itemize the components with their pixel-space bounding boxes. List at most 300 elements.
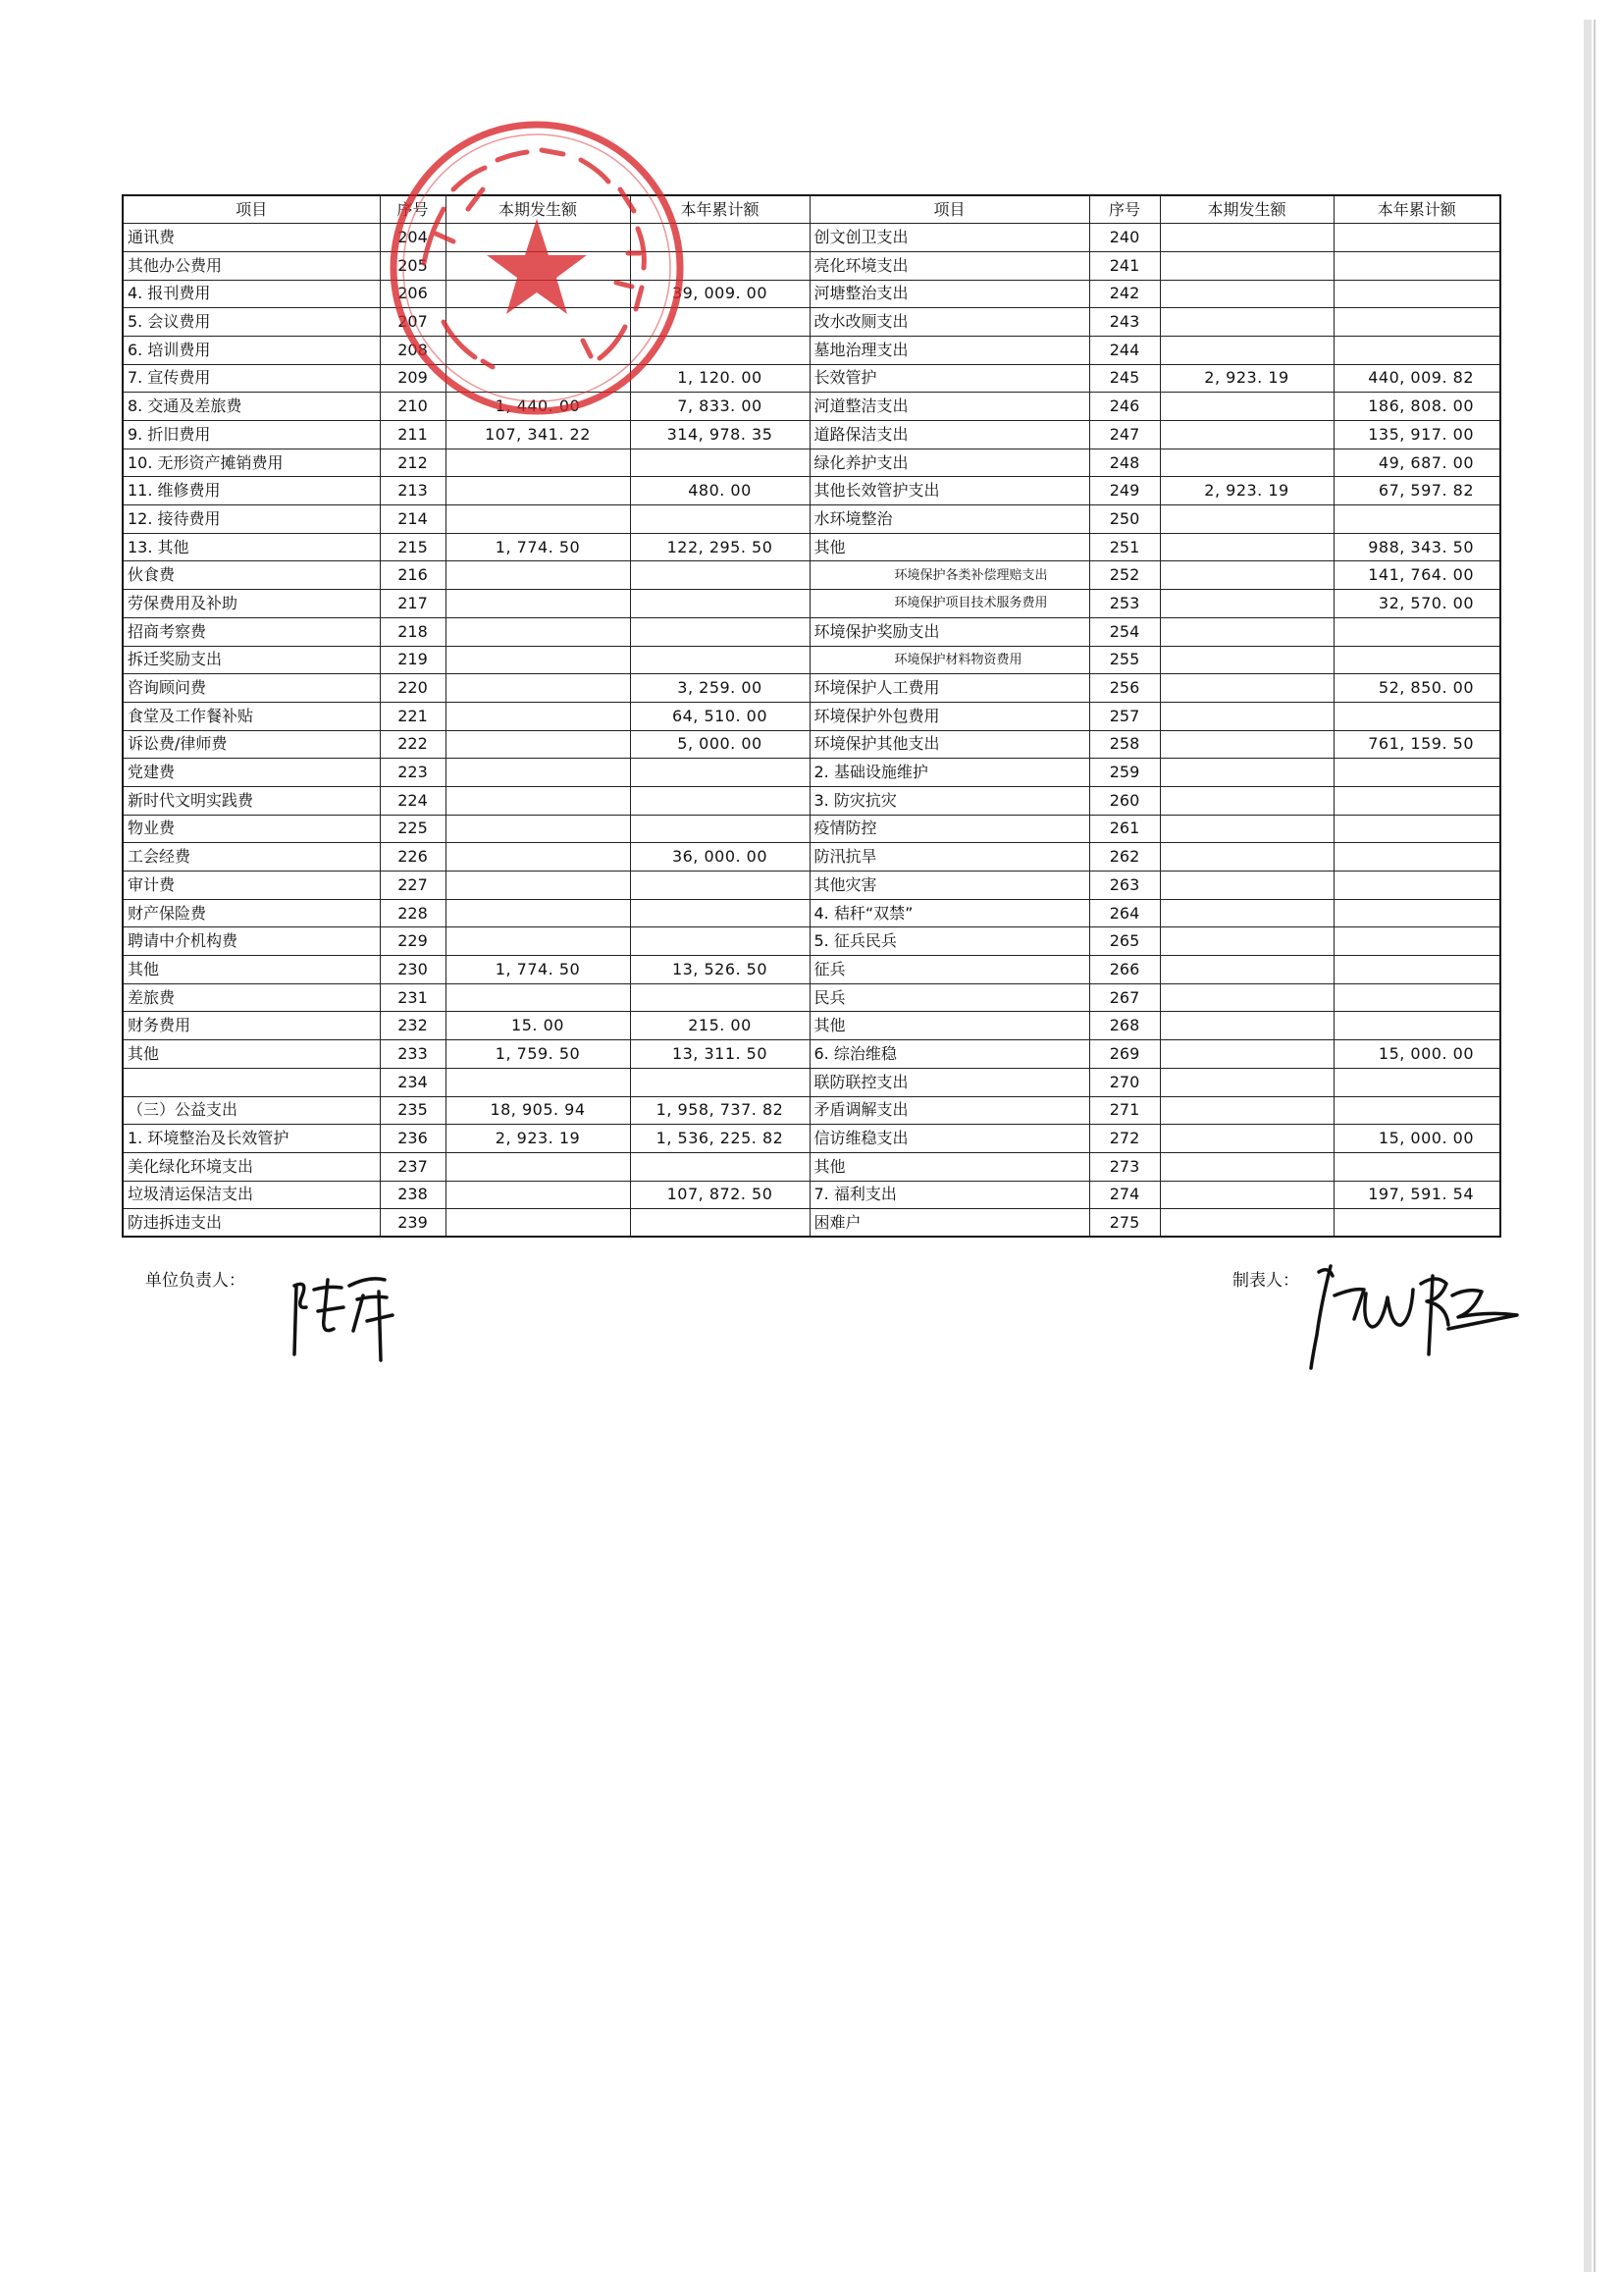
table-header-row (123, 195, 1500, 224)
cell-seq-right: 256 (1089, 674, 1160, 703)
cell-seq-left: 221 (380, 702, 445, 730)
cell-ytd-left (630, 983, 810, 1012)
cell-seq-left: 238 (380, 1181, 445, 1209)
cell-current-left: 1, 440. 00 (445, 393, 630, 421)
cell-seq-right: 272 (1089, 1125, 1160, 1153)
table-row (123, 674, 1500, 703)
cell-item-left: 招商考察费 (123, 617, 380, 646)
cell-current-left (445, 561, 630, 590)
cell-ytd-left (630, 590, 810, 618)
cell-ytd-right (1334, 224, 1500, 252)
cell-ytd-left: 1, 120. 00 (630, 364, 810, 393)
cell-item-left: 差旅费 (123, 983, 380, 1012)
cell-current-right (1160, 224, 1334, 252)
cell-ytd-left (630, 927, 810, 956)
cell-current-right (1160, 702, 1334, 730)
cell-current-right (1160, 533, 1334, 561)
cell-item-left: 7. 宣传费用 (123, 364, 380, 393)
header-ytd-right: 本年累计额 (1334, 195, 1500, 224)
cell-seq-right: 260 (1089, 786, 1160, 815)
cell-ytd-left: 480. 00 (630, 477, 810, 505)
cell-seq-right: 243 (1089, 308, 1160, 337)
cell-ytd-right (1334, 927, 1500, 956)
cell-ytd-right (1334, 956, 1500, 984)
cell-seq-left: 216 (380, 561, 445, 590)
cell-current-left (445, 1209, 630, 1238)
cell-item-left: 通讯费 (123, 224, 380, 252)
header-seq-right: 序号 (1089, 195, 1160, 224)
cell-current-left: 15. 00 (445, 1012, 630, 1040)
cell-item-left: 劳保费用及补助 (123, 590, 380, 618)
cell-seq-right: 261 (1089, 815, 1160, 843)
cell-current-right (1160, 308, 1334, 337)
cell-seq-right: 265 (1089, 927, 1160, 956)
cell-current-left: 1, 759. 50 (445, 1040, 630, 1069)
cell-item-right: 3. 防灾抗灾 (810, 786, 1089, 815)
cell-seq-right: 252 (1089, 561, 1160, 590)
cell-current-left: 107, 341. 22 (445, 421, 630, 449)
cell-ytd-right (1334, 617, 1500, 646)
cell-current-left (445, 674, 630, 703)
cell-ytd-right (1334, 505, 1500, 534)
cell-ytd-left: 107, 872. 50 (630, 1181, 810, 1209)
cell-current-left (445, 759, 630, 787)
table-row (123, 646, 1500, 674)
cell-seq-right: 250 (1089, 505, 1160, 534)
cell-seq-left: 236 (380, 1125, 445, 1153)
cell-current-left (445, 477, 630, 505)
cell-item-right: 5. 征兵民兵 (810, 927, 1089, 956)
cell-ytd-right (1334, 1209, 1500, 1238)
table-row (123, 956, 1500, 984)
cell-seq-right: 253 (1089, 590, 1160, 618)
cell-item-left: 伙食费 (123, 561, 380, 590)
cell-current-left (445, 843, 630, 872)
cell-item-right: 环境保护人工费用 (810, 674, 1089, 703)
cell-current-right (1160, 815, 1334, 843)
cell-item-right: 其他长效管护支出 (810, 477, 1089, 505)
cell-ytd-right (1334, 1096, 1500, 1125)
cell-ytd-left (630, 815, 810, 843)
cell-item-right: 创文创卫支出 (810, 224, 1089, 252)
expense-report-table (122, 194, 1501, 1238)
cell-ytd-right (1334, 251, 1500, 280)
cell-seq-left: 206 (380, 280, 445, 308)
cell-current-left (445, 590, 630, 618)
cell-item-right: 道路保洁支出 (810, 421, 1089, 449)
cell-seq-left: 214 (380, 505, 445, 534)
cell-current-right (1160, 1152, 1334, 1181)
table-row (123, 815, 1500, 843)
cell-ytd-left: 13, 526. 50 (630, 956, 810, 984)
cell-seq-right: 244 (1089, 336, 1160, 364)
table-row (123, 393, 1500, 421)
cell-item-right: 亮化环境支出 (810, 251, 1089, 280)
cell-item-right: 其他 (810, 1012, 1089, 1040)
cell-current-right (1160, 561, 1334, 590)
cell-item-left: 聘请中介机构费 (123, 927, 380, 956)
cell-seq-right: 246 (1089, 393, 1160, 421)
cell-item-right: 环境保护奖励支出 (810, 617, 1089, 646)
table-row (123, 251, 1500, 280)
cell-current-left: 2, 923. 19 (445, 1125, 630, 1153)
cell-item-left: 诉讼费/律师费 (123, 730, 380, 759)
cell-ytd-left: 5, 000. 00 (630, 730, 810, 759)
cell-seq-right: 271 (1089, 1096, 1160, 1125)
cell-item-left: 食堂及工作餐补贴 (123, 702, 380, 730)
cell-item-right: 改水改厕支出 (810, 308, 1089, 337)
cell-current-right (1160, 843, 1334, 872)
cell-current-right (1160, 730, 1334, 759)
cell-item-left: 6. 培训费用 (123, 336, 380, 364)
cell-seq-left: 225 (380, 815, 445, 843)
cell-current-right (1160, 505, 1334, 534)
cell-item-right: 环境保护材料物资费用 (810, 646, 1089, 674)
preparer-signature (1305, 1256, 1531, 1384)
cell-seq-left: 219 (380, 646, 445, 674)
cell-seq-right: 262 (1089, 843, 1160, 872)
cell-item-right: 联防联控支出 (810, 1068, 1089, 1096)
cell-ytd-right (1334, 1012, 1500, 1040)
cell-seq-left: 230 (380, 956, 445, 984)
cell-item-left: 其他 (123, 956, 380, 984)
cell-current-right (1160, 927, 1334, 956)
cell-seq-left: 220 (380, 674, 445, 703)
table-row (123, 983, 1500, 1012)
cell-current-left (445, 646, 630, 674)
cell-item-left: （三）公益支出 (123, 1096, 380, 1125)
cell-item-left: 12. 接待费用 (123, 505, 380, 534)
cell-ytd-left (630, 786, 810, 815)
cell-ytd-right (1334, 646, 1500, 674)
table-body (123, 224, 1500, 1238)
cell-seq-left: 233 (380, 1040, 445, 1069)
cell-seq-right: 245 (1089, 364, 1160, 393)
official-seal-stamp (385, 116, 689, 420)
cell-current-left (445, 872, 630, 900)
cell-ytd-right (1334, 843, 1500, 872)
cell-current-right (1160, 872, 1334, 900)
cell-ytd-left: 13, 311. 50 (630, 1040, 810, 1069)
table-row (123, 843, 1500, 872)
cell-item-right: 信访维稳支出 (810, 1125, 1089, 1153)
table-row (123, 1152, 1500, 1181)
table-row (123, 730, 1500, 759)
cell-ytd-right (1334, 1152, 1500, 1181)
cell-item-right: 困难户 (810, 1209, 1089, 1238)
cell-item-right: 民兵 (810, 983, 1089, 1012)
cell-seq-right: 266 (1089, 956, 1160, 984)
cell-current-left (445, 1152, 630, 1181)
cell-item-left: 11. 维修费用 (123, 477, 380, 505)
cell-current-right: 2, 923. 19 (1160, 477, 1334, 505)
cell-ytd-left: 1, 958, 737. 82 (630, 1096, 810, 1125)
cell-item-right: 长效管护 (810, 364, 1089, 393)
table-row (123, 533, 1500, 561)
cell-seq-right: 248 (1089, 449, 1160, 477)
header-item-right: 项目 (810, 195, 1089, 224)
cell-seq-right: 274 (1089, 1181, 1160, 1209)
cell-seq-right: 242 (1089, 280, 1160, 308)
cell-item-right: 环境保护外包费用 (810, 702, 1089, 730)
cell-current-right (1160, 393, 1334, 421)
cell-seq-left: 210 (380, 393, 445, 421)
table-row (123, 505, 1500, 534)
cell-item-left: 其他 (123, 1040, 380, 1069)
cell-current-left (445, 617, 630, 646)
cell-current-right (1160, 1068, 1334, 1096)
cell-seq-right: 275 (1089, 1209, 1160, 1238)
cell-current-left: 1, 774. 50 (445, 533, 630, 561)
cell-item-right: 6. 综治维稳 (810, 1040, 1089, 1069)
cell-ytd-left (630, 617, 810, 646)
cell-seq-right: 264 (1089, 899, 1160, 927)
cell-item-left: 4. 报刊费用 (123, 280, 380, 308)
table-row (123, 336, 1500, 364)
cell-ytd-left (630, 505, 810, 534)
cell-ytd-right (1334, 872, 1500, 900)
cell-seq-left: 217 (380, 590, 445, 618)
cell-seq-left: 226 (380, 843, 445, 872)
cell-seq-right: 247 (1089, 421, 1160, 449)
cell-seq-left: 234 (380, 1068, 445, 1096)
cell-current-left (445, 899, 630, 927)
cell-item-right: 4. 秸秆“双禁” (810, 899, 1089, 927)
page-edge-shadow (1584, 20, 1592, 2272)
cell-seq-right: 241 (1089, 251, 1160, 280)
cell-ytd-left: 314, 978. 35 (630, 421, 810, 449)
cell-ytd-right (1334, 702, 1500, 730)
cell-item-left: 党建费 (123, 759, 380, 787)
cell-ytd-right (1334, 786, 1500, 815)
cell-current-right (1160, 646, 1334, 674)
cell-item-left (123, 1068, 380, 1096)
header-ytd-left: 本年累计额 (630, 195, 810, 224)
cell-ytd-right (1334, 308, 1500, 337)
cell-current-right (1160, 1096, 1334, 1125)
cell-item-right: 墓地治理支出 (810, 336, 1089, 364)
cell-item-left: 9. 折旧费用 (123, 421, 380, 449)
table-row (123, 927, 1500, 956)
cell-ytd-right (1334, 759, 1500, 787)
cell-current-left (445, 815, 630, 843)
cell-ytd-left: 39, 009. 00 (630, 280, 810, 308)
cell-current-left (445, 927, 630, 956)
cell-item-left: 工会经费 (123, 843, 380, 872)
table-row (123, 759, 1500, 787)
cell-item-left: 5. 会议费用 (123, 308, 380, 337)
cell-ytd-left: 122, 295. 50 (630, 533, 810, 561)
cell-item-right: 环境保护各类补偿理赔支出 (810, 561, 1089, 590)
cell-seq-left: 204 (380, 224, 445, 252)
cell-ytd-right (1334, 280, 1500, 308)
cell-ytd-left: 1, 536, 225. 82 (630, 1125, 810, 1153)
cell-current-right (1160, 1012, 1334, 1040)
cell-current-left (445, 1068, 630, 1096)
table-row (123, 364, 1500, 393)
table-row (123, 872, 1500, 900)
cell-seq-left: 239 (380, 1209, 445, 1238)
table-row (123, 561, 1500, 590)
cell-ytd-right: 761, 159. 50 (1334, 730, 1500, 759)
cell-ytd-left (630, 646, 810, 674)
table-row (123, 1125, 1500, 1153)
cell-seq-left: 228 (380, 899, 445, 927)
header-seq-left: 序号 (380, 195, 445, 224)
cell-seq-left: 218 (380, 617, 445, 646)
cell-ytd-left (630, 872, 810, 900)
cell-current-right (1160, 336, 1334, 364)
cell-item-left: 拆迁奖励支出 (123, 646, 380, 674)
cell-seq-right: 251 (1089, 533, 1160, 561)
cell-ytd-left (630, 1068, 810, 1096)
cell-item-left: 13. 其他 (123, 533, 380, 561)
table-row (123, 1209, 1500, 1238)
cell-item-right: 2. 基础设施维护 (810, 759, 1089, 787)
cell-current-right (1160, 590, 1334, 618)
cell-ytd-left (630, 1209, 810, 1238)
cell-item-left: 财产保险费 (123, 899, 380, 927)
table-row (123, 308, 1500, 337)
table-row (123, 590, 1500, 618)
cell-ytd-right: 49, 687. 00 (1334, 449, 1500, 477)
cell-item-left: 美化绿化环境支出 (123, 1152, 380, 1181)
cell-current-left (445, 1181, 630, 1209)
cell-seq-right: 249 (1089, 477, 1160, 505)
cell-current-right (1160, 983, 1334, 1012)
cell-seq-left: 229 (380, 927, 445, 956)
table-row (123, 617, 1500, 646)
cell-current-right (1160, 956, 1334, 984)
cell-ytd-right (1334, 983, 1500, 1012)
cell-seq-left: 207 (380, 308, 445, 337)
cell-item-left: 咨询顾问费 (123, 674, 380, 703)
cell-item-right: 河塘整治支出 (810, 280, 1089, 308)
table-row (123, 1040, 1500, 1069)
table-row (123, 477, 1500, 505)
cell-ytd-right (1334, 336, 1500, 364)
table-row (123, 224, 1500, 252)
cell-current-right (1160, 251, 1334, 280)
cell-item-right: 环境保护项目技术服务费用 (810, 590, 1089, 618)
cell-current-left (445, 505, 630, 534)
cell-seq-left: 211 (380, 421, 445, 449)
cell-seq-left: 209 (380, 364, 445, 393)
cell-current-right (1160, 280, 1334, 308)
cell-ytd-left: 215. 00 (630, 1012, 810, 1040)
cell-seq-left: 215 (380, 533, 445, 561)
table-row (123, 280, 1500, 308)
cell-current-right (1160, 617, 1334, 646)
cell-seq-right: 240 (1089, 224, 1160, 252)
cell-current-right (1160, 786, 1334, 815)
cell-ytd-right: 440, 009. 82 (1334, 364, 1500, 393)
cell-ytd-right: 141, 764. 00 (1334, 561, 1500, 590)
page-edge-line (1594, 20, 1596, 2272)
cell-item-left: 垃圾清运保洁支出 (123, 1181, 380, 1209)
table-row (123, 786, 1500, 815)
cell-current-left (445, 983, 630, 1012)
cell-ytd-right: 15, 000. 00 (1334, 1040, 1500, 1069)
cell-seq-left: 227 (380, 872, 445, 900)
cell-item-right: 水环境整治 (810, 505, 1089, 534)
cell-ytd-left: 36, 000. 00 (630, 843, 810, 872)
cell-ytd-left: 3, 259. 00 (630, 674, 810, 703)
table-row (123, 449, 1500, 477)
cell-current-right (1160, 1125, 1334, 1153)
cell-item-left: 10. 无形资产摊销费用 (123, 449, 380, 477)
cell-current-right (1160, 674, 1334, 703)
cell-ytd-right: 988, 343. 50 (1334, 533, 1500, 561)
cell-current-right (1160, 899, 1334, 927)
cell-seq-left: 212 (380, 449, 445, 477)
cell-item-right: 征兵 (810, 956, 1089, 984)
cell-seq-left: 222 (380, 730, 445, 759)
cell-ytd-right: 52, 850. 00 (1334, 674, 1500, 703)
cell-seq-left: 205 (380, 251, 445, 280)
cell-seq-right: 267 (1089, 983, 1160, 1012)
cell-seq-right: 268 (1089, 1012, 1160, 1040)
cell-seq-right: 270 (1089, 1068, 1160, 1096)
cell-item-right: 环境保护其他支出 (810, 730, 1089, 759)
cell-ytd-left (630, 759, 810, 787)
cell-item-left: 财务费用 (123, 1012, 380, 1040)
cell-item-right: 河道整洁支出 (810, 393, 1089, 421)
cell-current-right (1160, 1040, 1334, 1069)
cell-seq-right: 263 (1089, 872, 1160, 900)
cell-current-right (1160, 1181, 1334, 1209)
cell-item-left: 新时代文明实践费 (123, 786, 380, 815)
cell-ytd-left (630, 1152, 810, 1181)
cell-current-right (1160, 759, 1334, 787)
cell-seq-left: 237 (380, 1152, 445, 1181)
table-row (123, 421, 1500, 449)
cell-ytd-left: 64, 510. 00 (630, 702, 810, 730)
cell-seq-right: 259 (1089, 759, 1160, 787)
cell-ytd-right: 135, 917. 00 (1334, 421, 1500, 449)
cell-current-right (1160, 449, 1334, 477)
cell-item-left: 1. 环境整治及长效管护 (123, 1125, 380, 1153)
cell-item-right: 防汛抗旱 (810, 843, 1089, 872)
preparer-label: 制表人： (1232, 1271, 1299, 1291)
cell-current-left (445, 730, 630, 759)
cell-seq-right: 269 (1089, 1040, 1160, 1069)
header-current-right: 本期发生额 (1160, 195, 1334, 224)
cell-seq-right: 254 (1089, 617, 1160, 646)
cell-current-right (1160, 421, 1334, 449)
cell-ytd-right (1334, 899, 1500, 927)
cell-current-left: 18, 905. 94 (445, 1096, 630, 1125)
cell-item-right: 矛盾调解支出 (810, 1096, 1089, 1125)
cell-seq-left: 231 (380, 983, 445, 1012)
cell-item-right: 其他 (810, 1152, 1089, 1181)
cell-ytd-right: 67, 597. 82 (1334, 477, 1500, 505)
cell-seq-left: 208 (380, 336, 445, 364)
cell-seq-right: 273 (1089, 1152, 1160, 1181)
cell-seq-right: 257 (1089, 702, 1160, 730)
header-current-left: 本期发生额 (445, 195, 630, 224)
cell-ytd-left (630, 899, 810, 927)
cell-ytd-right (1334, 1068, 1500, 1096)
table-row (123, 702, 1500, 730)
cell-seq-left: 224 (380, 786, 445, 815)
cell-item-right: 其他 (810, 533, 1089, 561)
table-row (123, 899, 1500, 927)
cell-item-right: 绿化养护支出 (810, 449, 1089, 477)
table-row (123, 1096, 1500, 1125)
cell-seq-right: 258 (1089, 730, 1160, 759)
cell-seq-left: 232 (380, 1012, 445, 1040)
